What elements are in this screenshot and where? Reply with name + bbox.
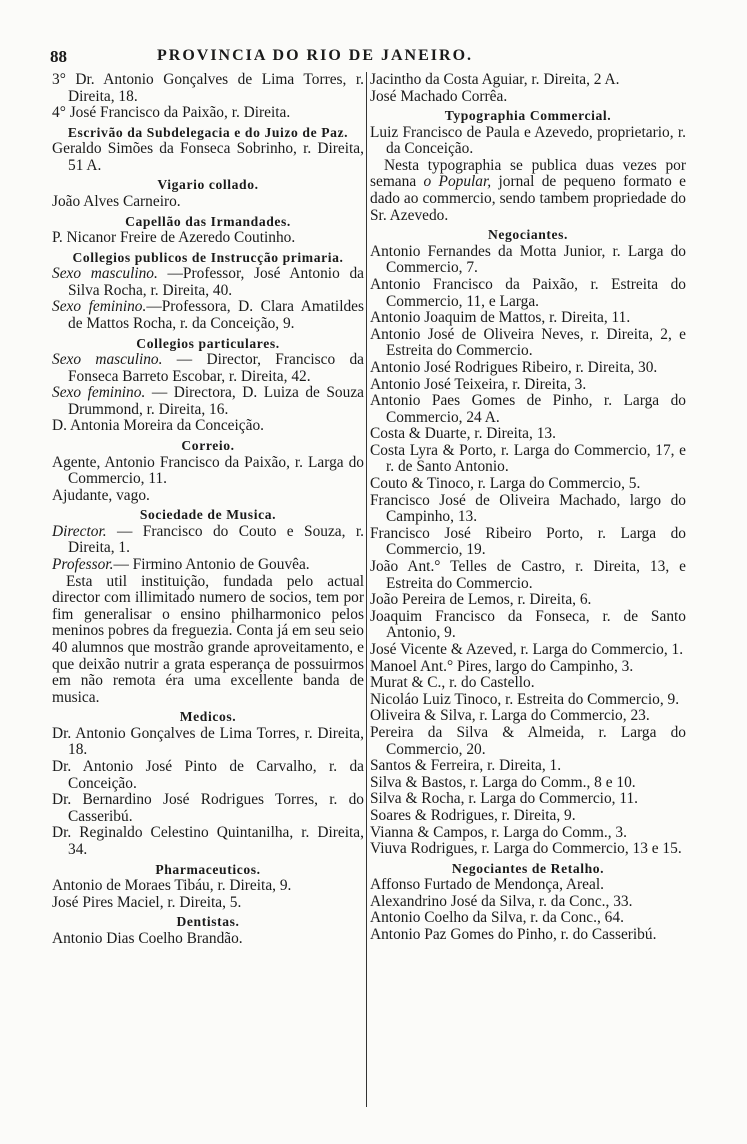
list-item: Couto & Tinoco, r. Larga do Commercio, 5. bbox=[370, 475, 641, 493]
section-heading-typographia: Typographia Commercial. bbox=[444, 108, 612, 124]
list-item: João Alves Carneiro. bbox=[52, 192, 181, 210]
list-item: Antonio José Rodrigues Ribeiro, r. Direita, 30. bbox=[370, 358, 658, 376]
section-heading-dentistas: Dentistas. bbox=[176, 914, 240, 930]
list-item: Dr. Antonio Gonçalves de Lima Torres, r. Direita, 18. bbox=[52, 724, 364, 759]
entry-text: —Professora, D. Clara Amatildes de Mattos Rocha, r. da Conceição, 9. bbox=[68, 298, 364, 332]
list-item: Francisco José Ribeiro Porto, r. Larga do Commercio, 19. bbox=[370, 524, 686, 559]
list-item: Joaquim Francisco da Fonseca, r. de Santo Antonio, 9. bbox=[370, 607, 686, 642]
label-director: Director. bbox=[52, 522, 107, 540]
newspaper-title: o Popular, bbox=[423, 173, 492, 191]
section-heading-escrivao: Escrivão da Subdelegacia e do Juizo de Paz. bbox=[67, 124, 349, 140]
list-item: Agente, Antonio Francisco da Paixão, r. Larga do Commercio, 11. bbox=[52, 453, 364, 488]
paragraph-musica: Esta util instituição, fundada pelo actual director com illimitado numero de socios, tem por fim generalisar o ensino philharmonico pelos meninos pobres da freguezia. Conta já em seu seio 40 alumnos que mostrão grande aproveitamento, e que deixão nutrir a grata esperança de possuirmos em não remota éra uma excellente banda de musica. bbox=[52, 572, 364, 706]
label-sexo-masculino: Sexo masculino. bbox=[52, 351, 163, 369]
list-item: Ajudante, vago. bbox=[52, 486, 150, 504]
list-item: Costa Lyra & Porto, r. Larga do Commercio, 17, e r. de Santo Antonio. bbox=[370, 441, 686, 476]
page-header bbox=[50, 47, 580, 69]
list-item: Vianna & Campos, r. Larga do Comm., 3. bbox=[370, 823, 627, 841]
list-item: Antonio Paz Gomes do Pinho, r. do Casseribú. bbox=[370, 926, 657, 943]
list-item: Santos & Ferreira, r. Direita, 1. bbox=[370, 757, 562, 775]
list-item: 4° José Francisco da Paixão, r. Direita. bbox=[52, 104, 291, 122]
retalho-list bbox=[370, 877, 686, 943]
list-item: Antonio Coelho da Silva, r. da Conc., 64. bbox=[370, 909, 624, 927]
section-heading-negociantes: Negociantes. bbox=[487, 227, 569, 243]
list-item: José Vicente & Azeved, r. Larga do Commercio, 1. bbox=[370, 641, 684, 658]
list-item: 3° Dr. Antonio Gonçalves de Lima Torres, r. Direita, 18. bbox=[52, 71, 364, 105]
list-item bbox=[52, 299, 364, 332]
section-heading-pharmaceuticos: Pharmaceuticos. bbox=[155, 861, 261, 877]
negociantes-list bbox=[370, 244, 686, 858]
list-item: Viuva Rodrigues, r. Larga do Commercio, 13 e 15. bbox=[370, 840, 682, 858]
list-item: Silva & Bastos, r. Larga do Comm., 8 e 10. bbox=[370, 773, 636, 791]
list-item: Antonio Joaquim de Mattos, r. Direita, 11. bbox=[370, 309, 631, 327]
section-heading-capellao: Capellão das Irmandades. bbox=[125, 213, 291, 229]
list-item: Dr. Reginaldo Celestino Quintanilha, r. Direita, 34. bbox=[52, 824, 364, 858]
list-item bbox=[52, 557, 364, 574]
list-item: D. Antonia Moreira da Conceição. bbox=[52, 417, 264, 435]
list-item: Dr. Bernardino José Rodrigues Torres, r. do Casseribú. bbox=[52, 791, 364, 825]
list-item: Antonio Francisco da Paixão, r. Estreita do Commercio, 11, e Larga. bbox=[370, 275, 686, 310]
page-number: 88 bbox=[50, 47, 67, 66]
section-heading-musica: Sociedade de Musica. bbox=[139, 507, 277, 523]
list-item: Oliveira & Silva, r. Larga do Commercio, 23. bbox=[370, 707, 650, 725]
section-heading-negociantes-retalho: Negociantes de Retalho. bbox=[451, 860, 605, 876]
label-sexo-feminino: Sexo feminino. bbox=[52, 384, 146, 402]
label-sexo-feminino: Sexo feminino. bbox=[52, 298, 147, 316]
section-heading-collegios-publicos: Collegios publicos de Instrucção primaria. bbox=[72, 249, 344, 265]
list-item: Dr. Antonio José Pinto de Carvalho, r. da Conceição. bbox=[52, 758, 364, 792]
list-item: Antonio Paes Gomes de Pinho, r. Larga do Commercio, 24 A. bbox=[370, 392, 686, 426]
running-title: PROVINCIA DO RIO DE JANEIRO. bbox=[156, 47, 474, 64]
entry-text: — Directora, D. Luiza de Souza Drummond, r. Direita, 16. bbox=[68, 384, 364, 418]
list-item: Murat & C., r. do Castello. bbox=[370, 674, 535, 692]
paragraph-typographia bbox=[370, 158, 686, 224]
list-item: José Pires Maciel, r. Direita, 5. bbox=[52, 893, 242, 911]
para-text: jornal de pequeno formato e dado ao commercio, sendo tambem propriedade do Sr. Azevedo. bbox=[370, 173, 686, 224]
list-item: P. Nicanor Freire de Azeredo Coutinho. bbox=[52, 229, 296, 247]
list-item: João Ant.° Telles de Castro, r. Direita, 13, e Estreita do Commercio. bbox=[370, 558, 686, 592]
label-sexo-masculino: Sexo masculino. bbox=[52, 265, 158, 283]
column-divider bbox=[366, 72, 367, 1107]
list-item: Jacintho da Costa Aguiar, r. Direita, 2 A. bbox=[370, 71, 620, 88]
list-item: Antonio Dias Coelho Brandão. bbox=[52, 929, 243, 947]
list-item bbox=[52, 524, 364, 557]
section-heading-collegios-particulares: Collegios particulares. bbox=[136, 335, 280, 351]
list-item: Pereira da Silva & Almeida, r. Larga do Commercio, 20. bbox=[370, 723, 686, 758]
right-column bbox=[370, 72, 686, 944]
label-professor: Professor. bbox=[52, 555, 114, 573]
list-item bbox=[52, 266, 364, 299]
list-item bbox=[52, 352, 364, 385]
entry-text: —Professor, José Antonio da Silva Rocha, r. Direita, 40. bbox=[68, 265, 364, 299]
list-item: Antonio José Teixeira, r. Direita, 3. bbox=[370, 375, 587, 393]
list-item: Nicoláo Luiz Tinoco, r. Estreita do Commercio, 9. bbox=[370, 690, 680, 708]
list-item: Costa & Duarte, r. Direita, 13. bbox=[370, 425, 556, 443]
list-item: Francisco José de Oliveira Machado, largo do Campinho, 13. bbox=[370, 491, 686, 526]
list-item: João Pereira de Lemos, r. Direita, 6. bbox=[370, 591, 592, 609]
list-item: Antonio José de Oliveira Neves, r. Direita, 2, e Estreita do Commercio. bbox=[370, 325, 686, 360]
list-item: Geraldo Simões da Fonseca Sobrinho, r. Direita, 51 A. bbox=[52, 140, 364, 174]
list-item: Soares & Rodrigues, r. Direita, 9. bbox=[370, 806, 576, 824]
list-item: José Machado Corrêa. bbox=[370, 87, 508, 105]
list-item: Antonio Fernandes da Motta Junior, r. Larga do Commercio, 7. bbox=[370, 242, 686, 277]
entry-text: — Francisco do Couto e Souza, r. Direita, 1. bbox=[68, 522, 364, 557]
section-heading-vigario: Vigario collado. bbox=[157, 177, 259, 193]
para-text: Nesta typographia se publica duas vezes por semana bbox=[370, 156, 686, 191]
list-item: Affonso Furtado de Mendonça, Areal. bbox=[370, 876, 604, 894]
list-item: Antonio de Moraes Tibáu, r. Direita, 9. bbox=[52, 877, 292, 895]
left-column bbox=[52, 72, 364, 947]
entry-text: — Director, Francisco da Fonseca Barreto Escobar, r. Direita, 42. bbox=[68, 351, 364, 385]
list-item: Silva & Rocha, r. Larga do Commercio, 11. bbox=[370, 790, 639, 808]
list-item: Luiz Francisco de Paula e Azevedo, proprietario, r. da Conceição. bbox=[370, 123, 686, 158]
list-item: Manoel Ant.° Pires, largo do Campinho, 3. bbox=[370, 657, 634, 675]
list-item bbox=[52, 385, 364, 418]
entry-text: — Firmino Antonio de Gouvêa. bbox=[113, 555, 310, 573]
section-heading-correio: Correio. bbox=[181, 438, 235, 453]
section-heading-medicos: Medicos. bbox=[179, 709, 237, 725]
list-item: Alexandrino José da Silva, r. da Conc., 33. bbox=[370, 892, 633, 910]
